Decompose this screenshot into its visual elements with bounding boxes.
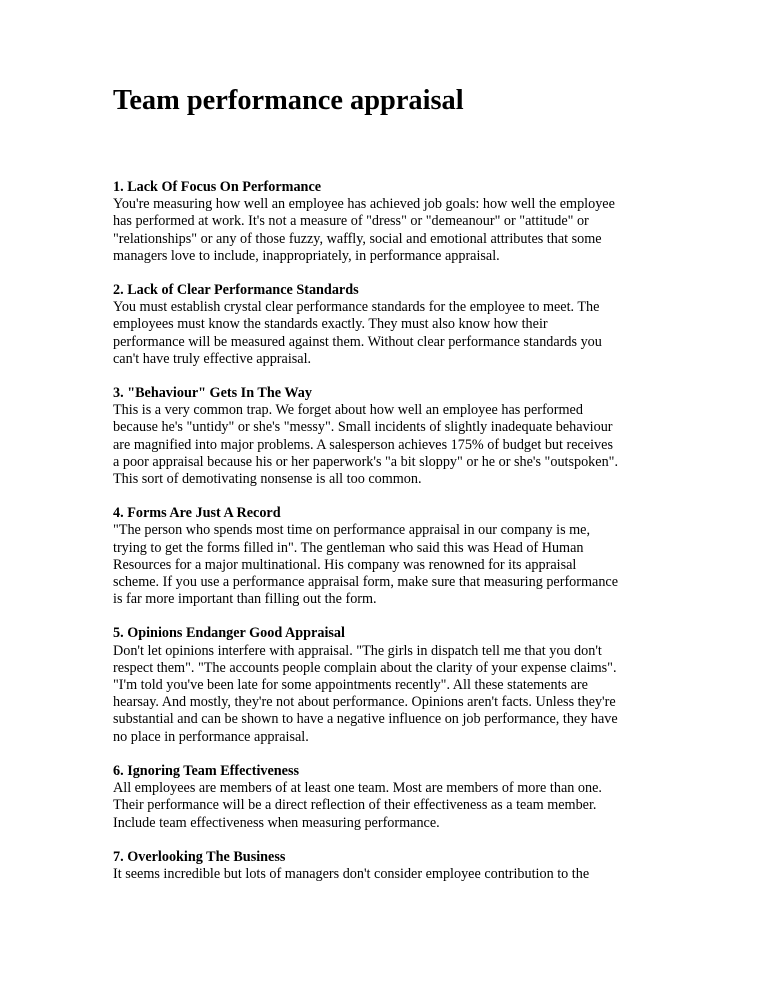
section-heading: 3. "Behaviour" Gets In The Way (113, 385, 312, 402)
body-line: performance will be measured against them. Without clear performance standards you (113, 333, 602, 350)
body-line: respect them". "The accounts people complain about the clarity of your expense claims". (113, 659, 617, 676)
document-title: Team performance appraisal (113, 85, 464, 116)
section-heading: 6. Ignoring Team Effectiveness (113, 762, 300, 779)
body-line: is far more important than filling out the form. (113, 591, 377, 608)
section-3 (113, 385, 653, 488)
body-line: Resources for a major multinational. His company was renowned for its appraisal (113, 556, 577, 573)
section-2 (113, 282, 653, 368)
body-line: are magnified into major problems. A salesperson achieves 175% of budget but receives (113, 436, 613, 453)
body-line: has performed at work. It's not a measure of "dress" or "demeanour" or "attitude" or (113, 213, 589, 230)
section-heading: 7. Overlooking The Business (113, 848, 286, 865)
section-body (113, 643, 653, 746)
body-line: "I'm told you've been late for some appointments recently". All these statements are (113, 677, 588, 694)
body-line: trying to get the forms filled in". The gentleman who said this was Head of Human (113, 539, 584, 556)
body-line: It seems incredible but lots of managers don't consider employee contribution to the (113, 865, 590, 882)
body-line: managers love to include, inappropriately, in performance appraisal. (113, 247, 500, 264)
section-heading: 1. Lack Of Focus On Performance (113, 179, 322, 195)
body-line: You're measuring how well an employee has achieved job goals: how well the employee (113, 196, 615, 213)
body-line: "The person who spends most time on performance appraisal in our company is me, (113, 522, 591, 539)
section-body (113, 402, 653, 488)
body-line: substantial and can be shown to have a negative influence on job performance, they have (113, 711, 618, 728)
body-line: can't have truly effective appraisal. (113, 350, 312, 367)
section-5 (113, 625, 653, 745)
section-7 (113, 849, 653, 883)
body-line: employees must know the standards exactly. They must also know how their (113, 316, 548, 333)
section-heading: 5. Opinions Endanger Good Appraisal (113, 625, 345, 642)
body-line: because he's "untidy" or she's "messy". Small incidents of slightly inadequate behaviour (113, 419, 613, 436)
body-line: This is a very common trap. We forget about how well an employee has performed (113, 402, 583, 419)
body-line: scheme. If you use a performance appraisal form, make sure that measuring performance (113, 574, 619, 591)
body-line: Don't let opinions interfere with appraisal. "The girls in dispatch tell me that you don't (113, 642, 602, 659)
section-6 (113, 763, 653, 832)
section-body (113, 299, 653, 368)
section-1 (113, 179, 653, 265)
body-line: Include team effectiveness when measuring performance. (113, 814, 440, 831)
body-line: You must establish crystal clear performance standards for the employee to meet. The (113, 299, 600, 316)
section-4 (113, 505, 653, 608)
body-line: no place in performance appraisal. (113, 728, 309, 745)
body-line: hearsay. And mostly, they're not about performance. Opinions aren't facts. Unless they're (113, 694, 616, 711)
body-line: All employees are members of at least one team. Most are members of more than one. (113, 780, 602, 797)
section-heading: 2. Lack of Clear Performance Standards (113, 282, 359, 299)
document-page (113, 85, 653, 900)
body-line: "relationships" or any of those fuzzy, waffly, social and emotional attributes that some (113, 230, 602, 247)
section-body (113, 522, 653, 608)
body-line: a poor appraisal because his or her paperwork's "a bit sloppy" or he or she's "outspoken". (113, 453, 619, 470)
section-heading: 4. Forms Are Just A Record (113, 505, 281, 522)
section-body (113, 196, 653, 265)
section-body (113, 866, 653, 883)
body-line: This sort of demotivating nonsense is all too common. (113, 471, 422, 488)
section-body (113, 780, 653, 832)
body-line: Their performance will be a direct reflection of their effectiveness as a team member. (113, 797, 597, 814)
sections-container (113, 179, 653, 883)
